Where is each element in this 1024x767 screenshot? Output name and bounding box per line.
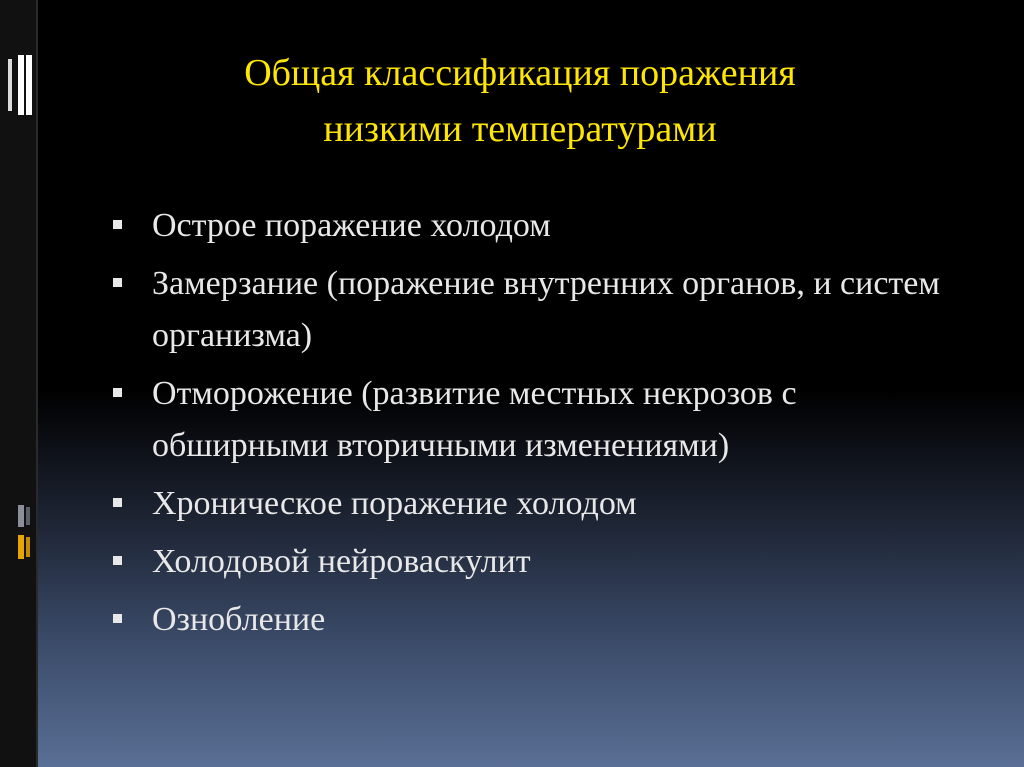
title-line-2: низкими температурами [323,108,717,150]
slide-title [100,45,940,157]
left-decorative-strip [0,0,38,767]
list-item: Холодовой нейроваскулит [110,536,960,588]
list-item: Замерзание (поражение внутренних органов, и систем организма) [110,258,960,362]
list-item: Отморожение (развитие местных некрозов с обширными вторичными изменениями) [110,368,960,472]
title-line-1: Общая классификация поражения [244,52,796,94]
bullet-list [110,200,960,652]
square-bullet-icon [113,556,122,565]
list-item: Ознобление [110,594,960,646]
square-bullet-icon [113,388,122,397]
strip-edge [36,0,38,767]
list-item: Острое поражение холодом [110,200,960,252]
square-bullet-icon [113,498,122,507]
square-bullet-icon [113,614,122,623]
square-bullet-icon [113,220,122,229]
list-item: Хроническое поражение холодом [110,478,960,530]
square-bullet-icon [113,278,122,287]
